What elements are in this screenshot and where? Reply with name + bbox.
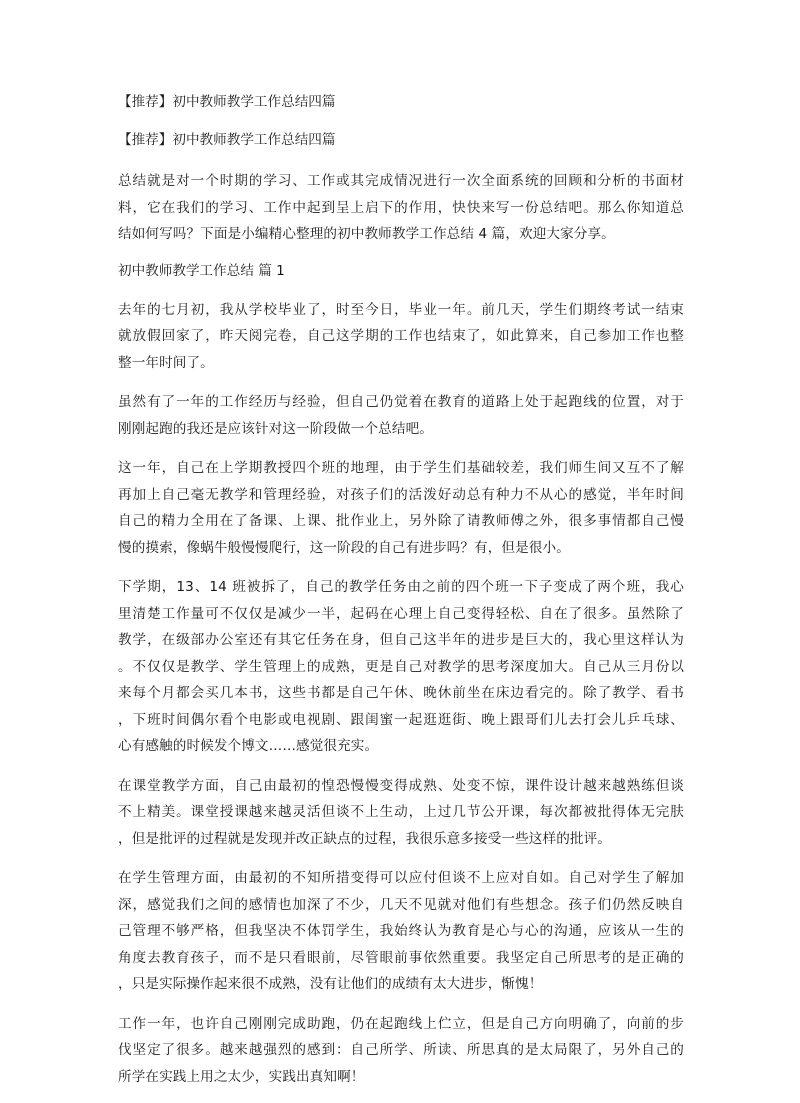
document-title: 【推荐】初中教师教学工作总结四篇 [118,94,336,110]
text-line: 慢的摸索，像蜗牛般慢慢爬行，这一阶段的自己有进步吗？有，但是很小。 [118,539,570,556]
body-paragraph [118,297,684,377]
body-paragraph [118,389,684,442]
text-line: 在课堂教学方面，自己由最初的惶恐慢慢变得成熟、处变不惊，课件设计越来越熟练但谈 [118,777,684,794]
text-line: 料，它在我们的学习、工作中起到呈上启下的作用，快快来写一份总结吧。那么你知道总 [118,199,684,216]
text-line: 角度去教育孩子，而不是只看眼前，尽管眼前事依然重要。我坚定自己所思考的是正确的 [118,949,684,966]
text-line: 整一年时间了。 [118,354,214,371]
text-line: 这一年，自己在上学期教授四个班的地理，由于学生们基础较差，我们师生间又互不了解 [118,460,684,476]
body-paragraph [118,865,684,998]
body-paragraph [118,773,684,853]
body-paragraph [118,574,684,760]
text-line: 就放假回家了，昨天阅完卷，自己这学期的工作也结束了，如此算来，自己参加工作也整 [118,328,684,344]
text-line: 虽然有了一年的工作经历与经验，但自己仍觉着在教育的道路上处于起跑线的位置，对于 [118,394,684,410]
text-line: 再加上自己毫无教学和管理经验，对孩子们的活泼好动总有种力不从心的感觉，半年时间 [118,486,684,503]
text-line: 去年的七月初，我从学校毕业了，时至今日，毕业一年。前几天，学生们期终考试一结束 [118,301,684,318]
text-line: 来每个月都会买几本书，这些书都是自己午休、晚休前坐在床边看完的。除了教学、看书 [118,685,684,701]
section-heading: 初中教师教学工作总结 篇 1 [118,262,285,279]
text-line: 深，感觉我们之间的感情也加深了不少，几天不见就对他们有些想念。孩子们仍然反映自 [118,896,684,913]
text-line: 伐坚定了很多。越来越强烈的感到：自己所学、所读、所思真的是太局限了，另外自己的 [118,1042,684,1058]
body-paragraph [118,455,684,561]
text-line: 刚刚起跑的我还是应该针对这一阶段做一个总结吧。 [118,420,433,437]
text-line: 总结就是对一个时期的学习、工作或其完成情况进行一次全面系统的回顾和分析的书面材 [118,173,684,189]
text-line: 在学生管理方面，由最初的不知所措变得可以应付但谈不上应对自如。自己对学生了解加 [118,870,684,886]
text-line: ，但是批评的过程就是发现并改正缺点的过程，我很乐意多接受一些这样的批评。 [118,830,611,847]
body-paragraph [118,1011,684,1091]
text-line: 工作一年，也许自己刚刚完成助跑，仍在起跑线上伫立，但是自己方向明确了，向前的步 [118,1015,684,1032]
text-line: 所学在实践上用之太少，实践出真知啊！ [118,1068,365,1085]
document-page [118,92,684,1103]
text-line: 。不仅仅是教学、学生管理上的成熟，更是自己对教学的思考深度加大。自己从三月份以 [118,658,684,675]
text-line: 里清楚工作量可不仅仅是减少一半，起码在心理上自己变得轻松、自在了很多。虽然除了 [118,605,684,622]
text-line: ，只是实际操作起来很不成熟，没有让他们的成绩有太大进步，惭愧！ [118,976,543,992]
text-line: 心有感触的时候发个博文……感觉很充实。 [118,738,379,754]
text-line: 自己的精力全用在了备课、上课、批作业上，另外除了请教师傅之外，很多事情都自己慢 [118,513,684,529]
document-subtitle: 【推荐】初中教师教学工作总结四篇 [118,132,336,148]
text-line: 下学期，13、14 班被拆了，自己的教学任务由之前的四个班一下子变成了两个班，我心 [118,579,684,595]
text-line: 教学，在级部办公室还有其它任务在身，但自己这半年的进步是巨大的，我心里这样认为 [118,632,684,648]
text-line: 不上精美。课堂授课越来越灵活但谈不上生动，上过几节公开课，每次都被批得体无完肤 [118,804,684,820]
intro-paragraph [118,168,684,248]
text-line: 己管理不够严格，但我坚决不体罚学生，我始终认为教育是心与心的沟通，应该从一生的 [118,923,684,939]
text-line: ，下班时间偶尔看个电影或电视剧、跟闺蜜一起逛逛街、晚上跟哥们儿去打会儿乒乓球、 [118,711,684,728]
text-line: 结如何写吗？下面是小编精心整理的初中教师教学工作总结 4 篇，欢迎大家分享。 [118,226,615,242]
